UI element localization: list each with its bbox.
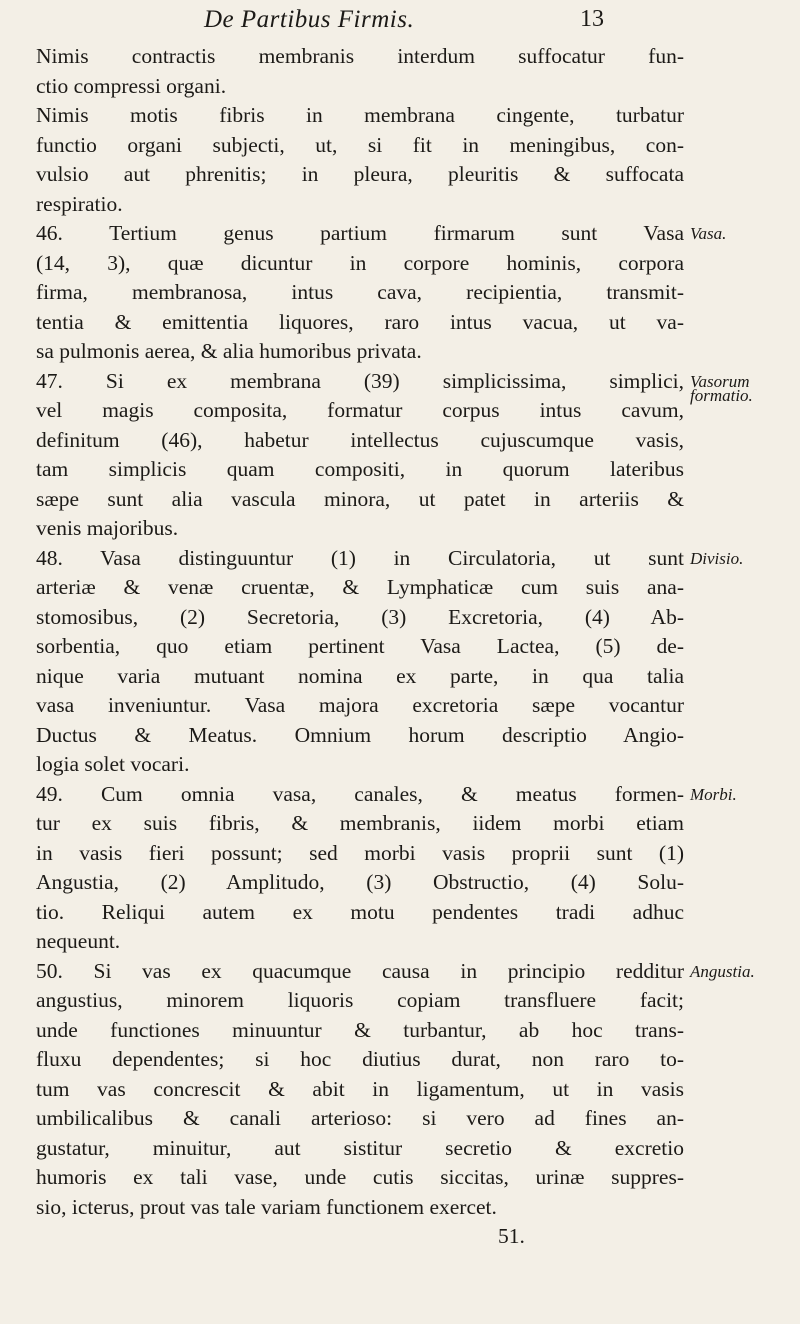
text-line: unde functiones minuuntur & turbantur, ab hoc trans-	[36, 1017, 684, 1042]
text-line: sorbentia, quo etiam pertinent Vasa Lactea, (5) de-	[36, 634, 684, 658]
text-line: in vasis fieri possunt; sed morbi vasis proprii sunt (1)	[36, 840, 684, 865]
text-line: firma, membranosa, intus cava, recipientia, transmit-	[36, 280, 684, 304]
text-line: Nimis contractis membranis interdum suffocatur fun-	[36, 44, 684, 68]
margin-note: Angustia.	[690, 961, 755, 981]
text-line: 51.	[498, 1224, 525, 1248]
text-line: Ductus & Meatus. Omnium horum descriptio Angio-	[36, 722, 684, 747]
page-number: 13	[580, 6, 604, 32]
text-line: angustius, minorem liquoris copiam transfluere facit;	[36, 988, 684, 1012]
text-line: venis majoribus.	[36, 516, 179, 540]
text-line: nique varia mutuant nomina ex parte, in qua talia	[36, 663, 684, 688]
text-line: humoris ex tali vase, unde cutis siccitas, urinæ suppres-	[36, 1165, 684, 1189]
margin-note: Divisio.	[690, 548, 744, 568]
text-line: stomosibus, (2) Secretoria, (3) Excretoria, (4) Ab-	[36, 604, 684, 629]
text-line: tum vas concrescit & abit in ligamentum, ut in vasis	[36, 1076, 684, 1101]
text-line: ctio compressi organi.	[36, 73, 227, 98]
text-line: vasa inveniuntur. Vasa majora excretoria sæpe vocantur	[36, 693, 684, 717]
text-line: logia solet vocari.	[36, 752, 190, 776]
text-line: nequeunt.	[36, 929, 121, 953]
margin-note: Vasorum	[690, 371, 750, 391]
running-head	[0, 6, 800, 40]
margin-note: Vasa.	[690, 224, 727, 243]
text-line: definitum (46), habetur intellectus cujuscumque vasis,	[36, 427, 684, 452]
text-line: tur ex suis fibris, & membranis, iidem morbi etiam	[36, 811, 684, 835]
text-line: tam simplicis quam compositi, in quorum lateribus	[36, 457, 684, 481]
margin-note: formatio.	[690, 386, 753, 406]
text-line: tio. Reliqui autem ex motu pendentes tradi adhuc	[36, 899, 684, 924]
text-line: Angustia, (2) Amplitudo, (3) Obstructio, (4) Solu-	[36, 870, 684, 894]
text-line: vel magis composita, formatur corpus intus cavum,	[36, 398, 684, 422]
text-line: functio organi subjecti, ut, si fit in meningibus, con-	[36, 132, 684, 157]
text-line: 50. Si vas ex quacumque causa in principio redditur	[36, 958, 684, 983]
text-line: arteriæ & venæ cruentæ, & Lymphaticæ cum suis ana-	[36, 575, 684, 599]
text-line: sio, icterus, prout vas tale variam functionem exercet.	[36, 1194, 497, 1219]
text-line: Nimis motis fibris in membrana cingente, turbatur	[36, 103, 684, 127]
text-line: umbilicalibus & canali arterioso: si vero ad fines an-	[36, 1106, 684, 1130]
text-line: gustatur, minuitur, aut sistitur secretio & excretio	[36, 1135, 684, 1160]
text-line: sæpe sunt alia vascula minora, ut patet in arteriis &	[36, 486, 684, 511]
text-line: fluxu dependentes; si hoc diutius durat, non raro to-	[36, 1047, 684, 1071]
margin-note: Morbi.	[690, 784, 737, 804]
text-line: 46. Tertium genus partium firmarum sunt Vasa	[36, 221, 684, 245]
text-line: vulsio aut phrenitis; in pleura, pleuritis & suffocata	[36, 162, 684, 186]
text-line: respiratio.	[36, 191, 123, 216]
text-line: 48. Vasa distinguuntur (1) in Circulatoria, ut sunt	[36, 545, 684, 570]
text-line: 49. Cum omnia vasa, canales, & meatus formen-	[36, 781, 684, 806]
body-text	[36, 42, 684, 1252]
running-title: De Partibus Firmis.	[204, 6, 415, 33]
text-line: (14, 3), quæ dicuntur in corpore hominis, corpora	[36, 250, 684, 275]
text-line: 47. Si ex membrana (39) simplicissima, simplici,	[36, 368, 684, 393]
text-line: sa pulmonis aerea, & alia humoribus privata.	[36, 339, 422, 363]
text-line: tentia & emittentia liquores, raro intus vacua, ut va-	[36, 309, 684, 334]
